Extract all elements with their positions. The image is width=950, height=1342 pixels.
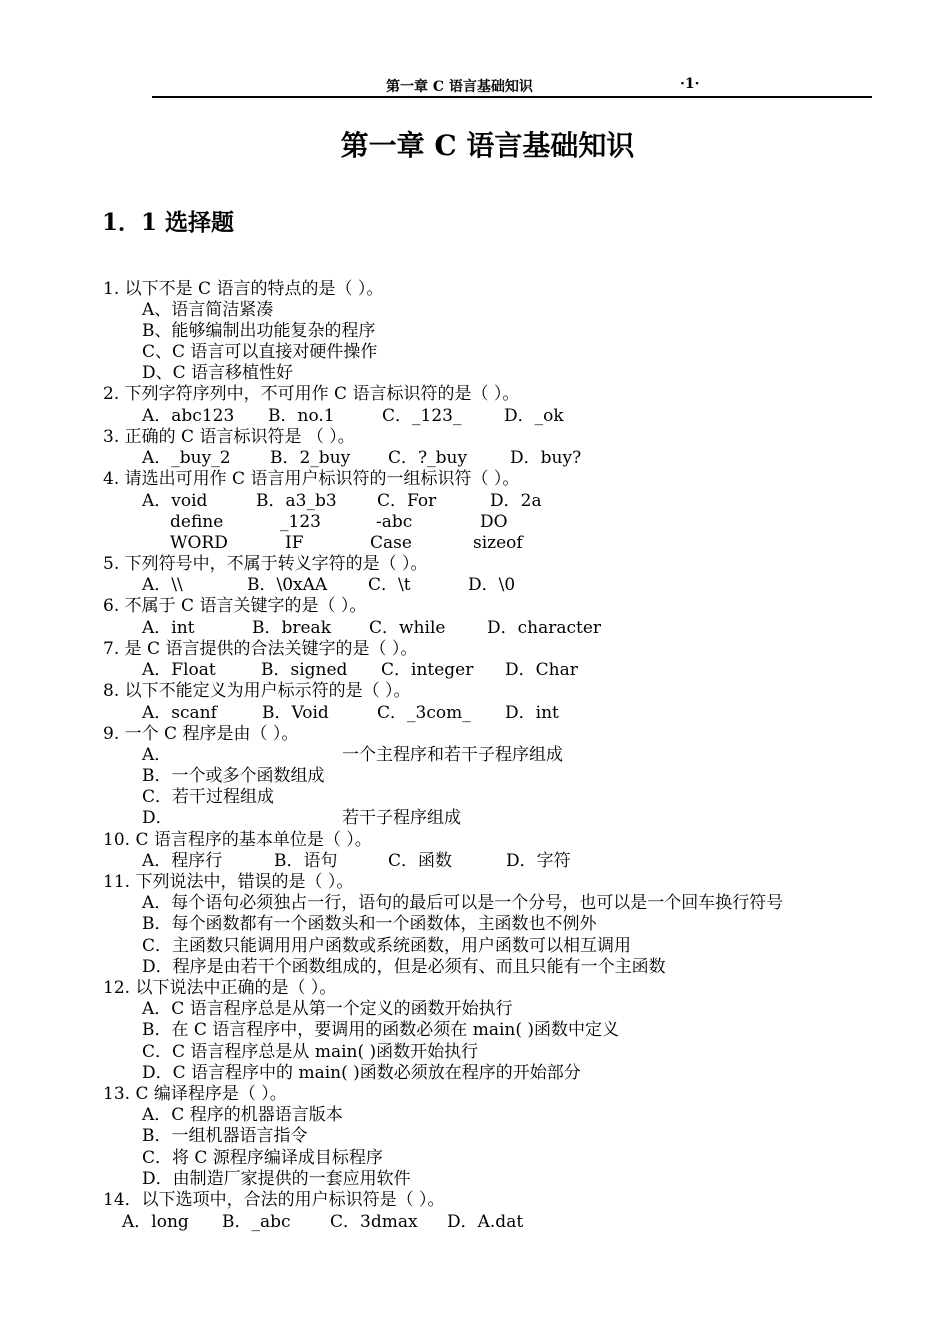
question-line: A．\\ — [142, 575, 183, 595]
question-line: D、C 语言移植性好 — [142, 363, 294, 383]
chapter-title: 第一章 C 语言基础知识 — [340, 129, 635, 162]
question-line: C．?_buy — [388, 448, 468, 468]
question-line: A． — [142, 745, 172, 765]
question-line: B．语句 — [274, 851, 338, 871]
question-line: A．void — [142, 491, 208, 511]
question-line: B．no.1 — [268, 406, 335, 426]
question-line: 3. 正确的 C 语言标识符是 （ ）。 — [103, 427, 355, 447]
question-line: A．abc123 — [142, 406, 235, 426]
question-line: C．3dmax — [330, 1212, 418, 1232]
question-line: D．字符 — [506, 851, 571, 871]
question-line: IF — [285, 533, 304, 553]
question-line: B．a3_b3 — [256, 491, 337, 511]
page-number: ·1· — [680, 76, 700, 92]
question-line: D． — [142, 808, 173, 828]
question-line: B．在 C 语言程序中，要调用的函数必须在 main( )函数中定义 — [142, 1020, 620, 1040]
question-line: 2. 下列字符序列中，不可用作 C 语言标识符的是（ ）。 — [103, 384, 520, 404]
question-line: B．signed — [261, 660, 348, 680]
question-line: A．每个语句必须独占一行，语句的最后可以是一个分号，也可以是一个回车换行符号 — [142, 893, 784, 913]
question-line: D．Char — [505, 660, 578, 680]
question-line: 一个主程序和若干子程序组成 — [342, 745, 563, 765]
question-line: _123 — [280, 512, 321, 532]
question-line: -abc — [376, 512, 413, 532]
question-line: C、C 语言可以直接对硬件操作 — [142, 342, 378, 362]
question-line: C．\t — [368, 575, 411, 595]
question-line: C．C 语言程序总是从 main( )函数开始执行 — [142, 1042, 479, 1062]
question-line: B．一组机器语言指令 — [142, 1126, 308, 1146]
question-line: D．\0 — [468, 575, 516, 595]
question-line: C．_3com_ — [377, 703, 471, 723]
section-heading: 1．1 选择题 — [102, 209, 235, 236]
question-line: A．C 语言程序总是从第一个定义的函数开始执行 — [142, 999, 513, 1019]
question-line: WORD — [170, 533, 228, 553]
question-line: B．每个函数都有一个函数头和一个函数体，主函数也不例外 — [142, 914, 597, 934]
question-line: 12. 以下说法中正确的是（ ）。 — [103, 978, 337, 998]
question-line: sizeof — [473, 533, 523, 553]
question-line: 1. 以下不是 C 语言的特点的是（ ）。 — [103, 279, 384, 299]
question-line: C．_123_ — [382, 406, 462, 426]
question-line: D．int — [505, 703, 559, 723]
question-line: define — [170, 512, 224, 532]
question-line: 4. 请选出可用作 C 语言用户标识符的一组标识符（ ）。 — [103, 469, 520, 489]
question-line: 14．以下选项中，合法的用户标识符是（ ）。 — [103, 1190, 445, 1210]
question-line: 13. C 编译程序是（ ）。 — [103, 1084, 287, 1104]
question-line: B．一个或多个函数组成 — [142, 766, 325, 786]
question-line: DO — [480, 512, 508, 532]
question-line: 若干子程序组成 — [342, 808, 461, 828]
question-line: 6. 不属于 C 语言关键字的是（ ）。 — [103, 596, 367, 616]
question-line: D．由制造厂家提供的一套应用软件 — [142, 1169, 411, 1189]
question-line: 5. 下列符号中，不属于转义字符的是（ ）。 — [103, 554, 428, 574]
question-line: C．若干过程组成 — [142, 787, 275, 807]
page-header — [152, 76, 872, 98]
question-line: A、语言简洁紧凑 — [142, 300, 274, 320]
question-line: C．For — [377, 491, 437, 511]
question-line: A．long — [122, 1212, 189, 1232]
question-line: A．C 程序的机器语言版本 — [142, 1105, 343, 1125]
question-line: 7. 是 C 语言提供的合法关键字的是（ ）。 — [103, 639, 418, 659]
question-line: 10. C 语言程序的基本单位是（ ）。 — [103, 830, 372, 850]
question-line: 9. 一个 C 程序是由（ ）。 — [103, 724, 299, 744]
question-line: C．主函数只能调用用户函数或系统函数，用户函数可以相互调用 — [142, 936, 632, 956]
question-line: A．scanf — [142, 703, 217, 723]
question-line: A．int — [142, 618, 195, 638]
question-line: A．_buy_2 — [142, 448, 231, 468]
question-line: C．函数 — [388, 851, 453, 871]
question-line: D．buy? — [510, 448, 582, 468]
question-line: 11. 下列说法中，错误的是（ ）。 — [103, 872, 354, 892]
question-line: D．character — [487, 618, 602, 638]
question-line: D．_ok — [504, 406, 564, 426]
question-line: A．程序行 — [142, 851, 223, 871]
question-line: B．2_buy — [270, 448, 351, 468]
question-line: B、能够编制出功能复杂的程序 — [142, 321, 376, 341]
question-line: B．Void — [262, 703, 329, 723]
question-line: B．break — [252, 618, 331, 638]
question-line: B．\0xAA — [247, 575, 328, 595]
question-line: D．C 语言程序中的 main( )函数必须放在程序的开始部分 — [142, 1063, 581, 1083]
header-title: 第一章 C 语言基础知识 — [386, 79, 533, 95]
question-line: C．integer — [381, 660, 474, 680]
question-line: D．程序是由若干个函数组成的，但是必须有、而且只能有一个主函数 — [142, 957, 666, 977]
question-line: Case — [370, 533, 412, 553]
question-line: D．A.dat — [447, 1212, 524, 1232]
question-line: C．将 C 源程序编译成目标程序 — [142, 1148, 383, 1168]
question-line: C．while — [369, 618, 446, 638]
question-line: D．2a — [490, 491, 542, 511]
question-line: 8. 以下不能定义为用户标示符的是（ ）。 — [103, 681, 411, 701]
question-line: B．_abc — [222, 1212, 291, 1232]
question-line: A．Float — [142, 660, 216, 680]
